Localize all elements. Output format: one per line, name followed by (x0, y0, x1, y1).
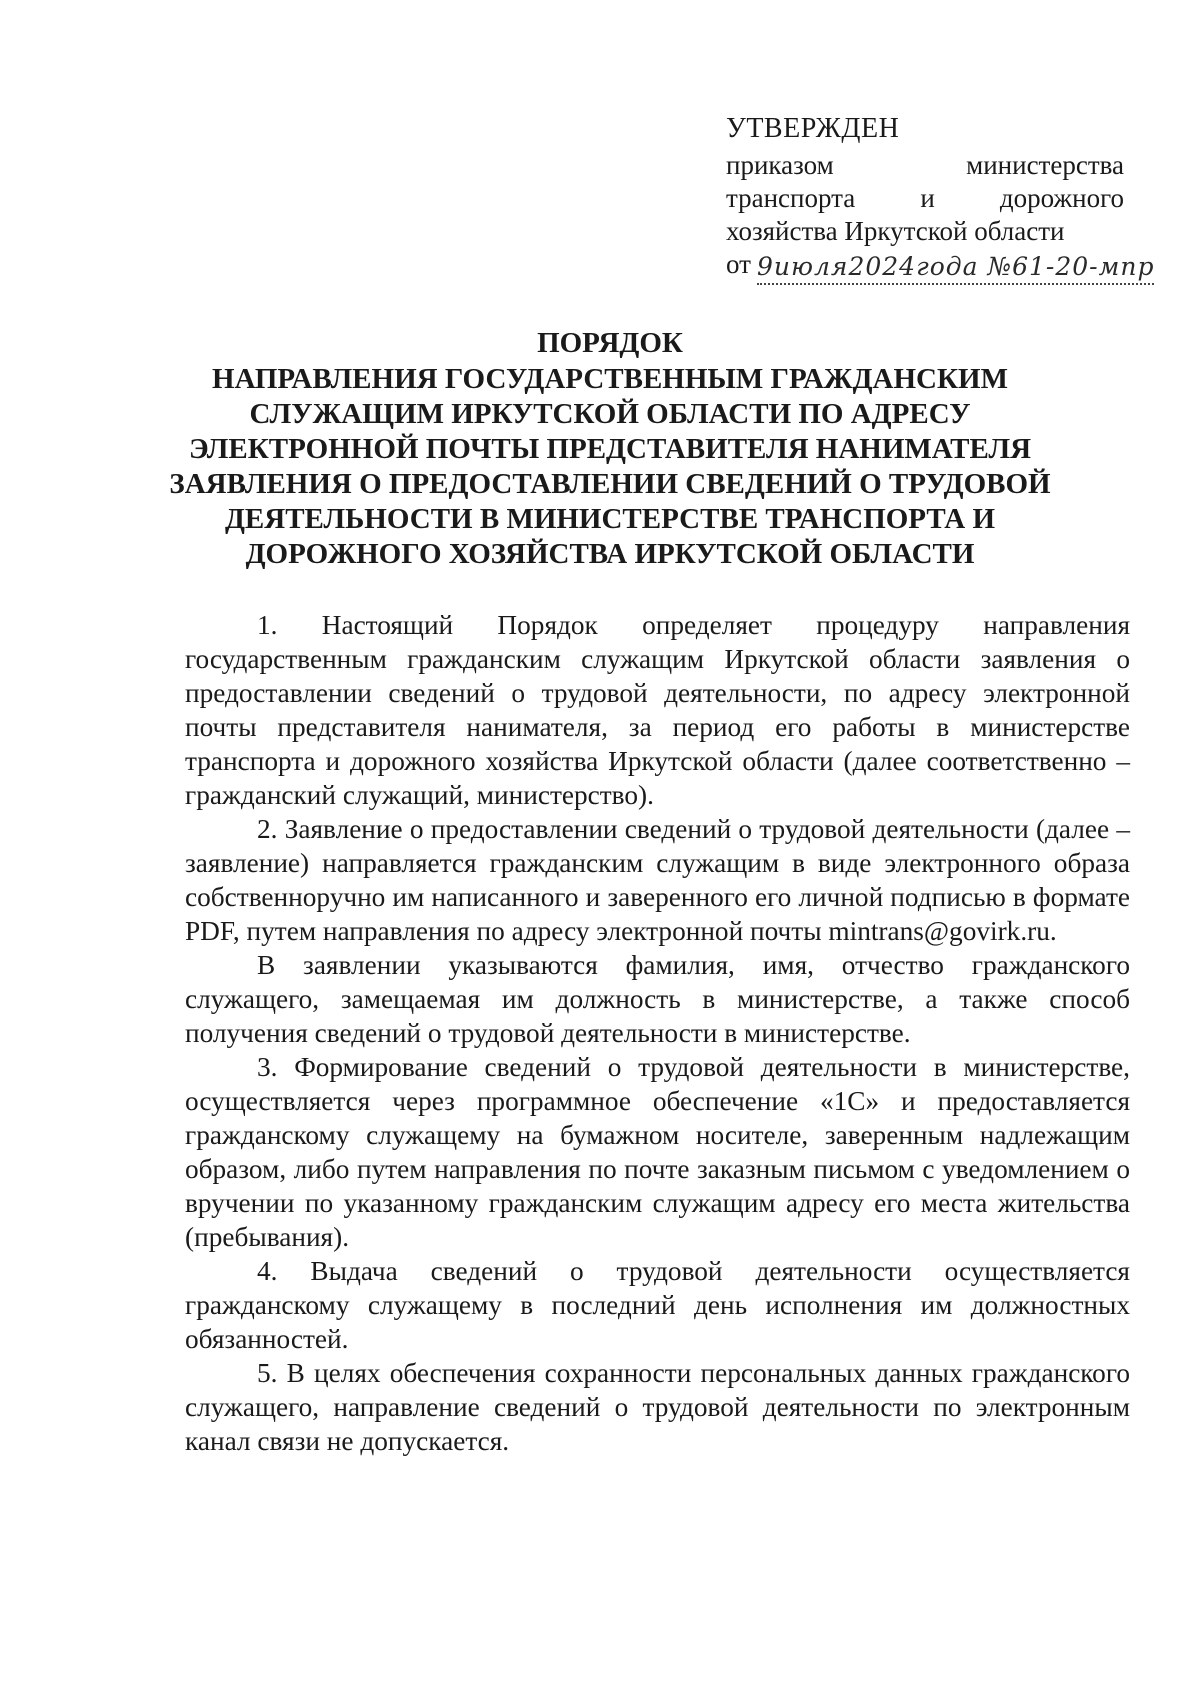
paragraph-3: 3. Формирование сведений о трудовой деятельности в министерстве, осуществляется через программное обеспечение «1С» и предоставляется гражданскому служащему на бумажном носителе, заверенным надлежащим образом, либо путем направления по почте заказным письмом с уведомлением о вручении по указанному гражданским служащим адресу его места жительства (пребывания). (185, 1052, 1130, 1252)
paragraph-2: 2. Заявление о предоставлении сведений о трудовой деятельности (далее – заявление) направляется гражданским служащим в виде электронного образа собственноручно им написанного и заверенного его личной подписью в формате PDF, путем направления по адресу электронной почты mintrans@govirk.ru. (185, 814, 1130, 946)
paragraph-2-continued: В заявлении указываются фамилия, имя, отчество гражданского служащего, замещаемая им должность в министерстве, а также способ получения сведений о трудовой деятельности в министерстве. (185, 950, 1130, 1048)
approval-line-3: хозяйства Иркутской области (726, 216, 1065, 246)
title-line-1: ПОРЯДОК (537, 327, 683, 359)
approval-date-line (726, 248, 1155, 281)
paragraph-4: 4. Выдача сведений о трудовой деятельности осуществляется гражданскому служащему в последний день исполнения им должностных обязанностей. (185, 1256, 1130, 1354)
handwritten-date-number: 9июля2024года №61-20-мпр (756, 252, 1155, 281)
paragraph-5: 5. В целях обеспечения сохранности персональных данных гражданского служащего, направление сведений о трудовой деятельности по электронным канал связи не допускается. (185, 1358, 1130, 1456)
approval-line-1: приказом министерства (726, 150, 1124, 180)
approval-line-2: транспорта и дорожного (726, 183, 1124, 213)
paragraph-1: 1. Настоящий Порядок определяет процедуру направления государственным гражданским служащим Иркутской области заявления о предоставлении сведений о трудовой деятельности, по адресу электронной почты представителя нанимателя, за период его работы в министерстве транспорта и дорожного хозяйства Иркутской области (далее соответственно – гражданский служащий, министерство). (185, 610, 1130, 810)
document-body (185, 608, 1130, 1458)
approval-heading: УТВЕРЖДЕН (726, 113, 900, 144)
title-rest: НАПРАВЛЕНИЯ ГОСУДАРСТВЕННЫМ ГРАЖДАНСКИМ СЛУЖАЩИМ ИРКУТСКОЙ ОБЛАСТИ ПО АДРЕСУ ЭЛЕКТРОННОЙ ПОЧТЫ ПРЕДСТАВИТЕЛЯ НАНИМАТЕЛЯ ЗАЯВЛЕНИЯ О ПРЕДОСТАВЛЕНИИ СВЕДЕНИЙ О ТРУДОВОЙ ДЕЯТЕЛЬНОСТИ В МИНИСТЕРСТВЕ ТРАНСПОРТА И ДОРОЖНОГО ХОЗЯЙСТВА ИРКУТСКОЙ ОБЛАСТИ (169, 363, 1051, 570)
document-title (150, 326, 1070, 572)
approval-block (726, 112, 1155, 281)
date-prefix: от (726, 249, 751, 279)
